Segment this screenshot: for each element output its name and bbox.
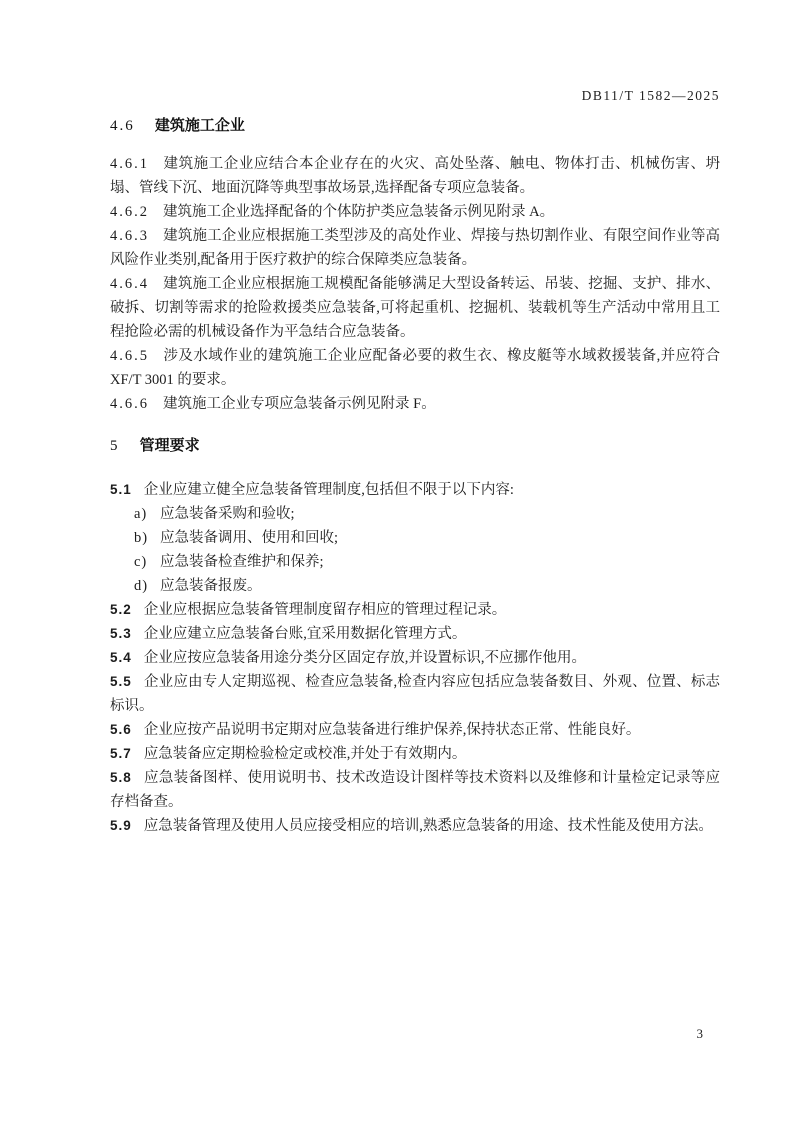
section-5-number: 5 [110, 438, 120, 454]
clause-text: 建筑施工企业应根据施工规模配备能够满足大型设备转运、吊装、挖掘、支护、排水、破拆、切割等需求的抢险救援类应急装备,可将起重机、挖掘机、装载机等生产活动中常用且工程抢险必需的机械设备作为平急结合应急装备。 [110, 276, 720, 340]
section-5-title: 管理要求 [139, 437, 200, 454]
clause-5-7 [110, 742, 720, 766]
clause-5-9 [110, 814, 720, 838]
clause-5-8 [110, 766, 720, 814]
clause-text: 应急装备应定期检验检定或校准,并处于有效期内。 [143, 746, 467, 762]
list-item-b [134, 526, 720, 550]
clause-5-2 [110, 598, 720, 622]
clause-text: 建筑施工企业应根据施工类型涉及的高处作业、焊接与热切割作业、有限空间作业等高风险作业类别,配备用于医疗救护的综合保障类应急装备。 [110, 228, 720, 268]
clause-4-6-5 [110, 344, 720, 392]
list-item-text: 应急装备采购和验收; [160, 506, 295, 522]
clause-5-6 [110, 718, 720, 742]
clause-text: 应急装备图样、使用说明书、技术改造设计图样等技术资料以及维修和计量检定记录等应存档备查。 [110, 770, 720, 810]
clause-4-6-4 [110, 272, 720, 344]
list-item-d [134, 574, 720, 598]
clause-number: 5.3 [110, 626, 132, 641]
document-content [110, 114, 720, 838]
section-4-6-title: 建筑施工企业 [154, 117, 245, 134]
clause-number: 5.5 [110, 674, 132, 689]
clause-text: 建筑施工企业专项应急装备示例见附录 F。 [163, 396, 436, 412]
list-item-text: 应急装备检查维护和保养; [160, 554, 324, 570]
clause-text: 企业应按产品说明书定期对应急装备进行维护保养,保持状态正常、性能良好。 [143, 722, 641, 738]
document-header [110, 88, 720, 104]
clause-text: 建筑施工企业应结合本企业存在的火灾、高处坠落、触电、物体打击、机械伤害、坍塌、管线下沉、地面沉降等典型事故场景,选择配备专项应急装备。 [110, 156, 720, 196]
clause-5-1 [110, 478, 720, 502]
clause-text: 企业应建立健全应急装备管理制度,包括但不限于以下内容: [143, 482, 514, 498]
clause-number: 5.8 [110, 770, 132, 785]
list-item-label: b) [134, 530, 149, 546]
clause-text: 企业应建立应急装备台账,宜采用数据化管理方式。 [143, 626, 467, 642]
clause-4-6-2 [110, 200, 720, 224]
list-item-label: d) [134, 578, 149, 594]
clause-4-6-6 [110, 392, 720, 416]
clause-text: 企业应按应急装备用途分类分区固定存放,并设置标识,不应挪作他用。 [143, 650, 587, 666]
clause-number: 5.2 [110, 602, 132, 617]
clause-number: 4.6.5 [110, 348, 149, 364]
clause-5-5 [110, 670, 720, 718]
clause-number: 5.7 [110, 746, 132, 761]
list-item-a [134, 502, 720, 526]
section-heading-5 [110, 434, 720, 458]
section-4-6-number: 4.6 [110, 118, 135, 134]
list-item-text: 应急装备报废。 [160, 578, 262, 594]
clause-text: 应急装备管理及使用人员应接受相应的培训,熟悉应急装备的用途、技术性能及使用方法。 [143, 818, 713, 834]
section-heading-4-6 [110, 114, 720, 138]
clause-5-4 [110, 646, 720, 670]
clause-number: 5.4 [110, 650, 132, 665]
clause-number: 5.6 [110, 722, 132, 737]
page-number: 3 [696, 1026, 703, 1041]
clause-number: 4.6.2 [110, 204, 149, 220]
standard-number: DB11/T 1582—2025 [581, 88, 720, 103]
clause-text: 涉及水域作业的建筑施工企业应配备必要的救生衣、橡皮艇等水域救援装备,并应符合 XF/T 3001 的要求。 [110, 348, 720, 388]
list-item-c [134, 550, 720, 574]
clause-text: 企业应根据应急装备管理制度留存相应的管理过程记录。 [143, 602, 507, 618]
clause-number: 4.6.6 [110, 396, 149, 412]
clause-number: 5.1 [110, 482, 132, 497]
list-item-text: 应急装备调用、使用和回收; [160, 530, 339, 546]
clause-number: 4.6.1 [110, 156, 149, 172]
clause-number: 5.9 [110, 818, 132, 833]
clause-5-3 [110, 622, 720, 646]
clause-5-1-sublist [110, 502, 720, 598]
clause-text: 企业应由专人定期巡视、检查应急装备,检查内容应包括应急装备数目、外观、位置、标志标识。 [110, 674, 720, 714]
clause-4-6-1 [110, 152, 720, 200]
clause-text: 建筑施工企业选择配备的个体防护类应急装备示例见附录 A。 [163, 204, 555, 220]
clause-4-6-3 [110, 224, 720, 272]
clause-number: 4.6.3 [110, 228, 149, 244]
list-item-label: a) [134, 506, 148, 522]
list-item-label: c) [134, 554, 148, 570]
clause-number: 4.6.4 [110, 276, 149, 292]
